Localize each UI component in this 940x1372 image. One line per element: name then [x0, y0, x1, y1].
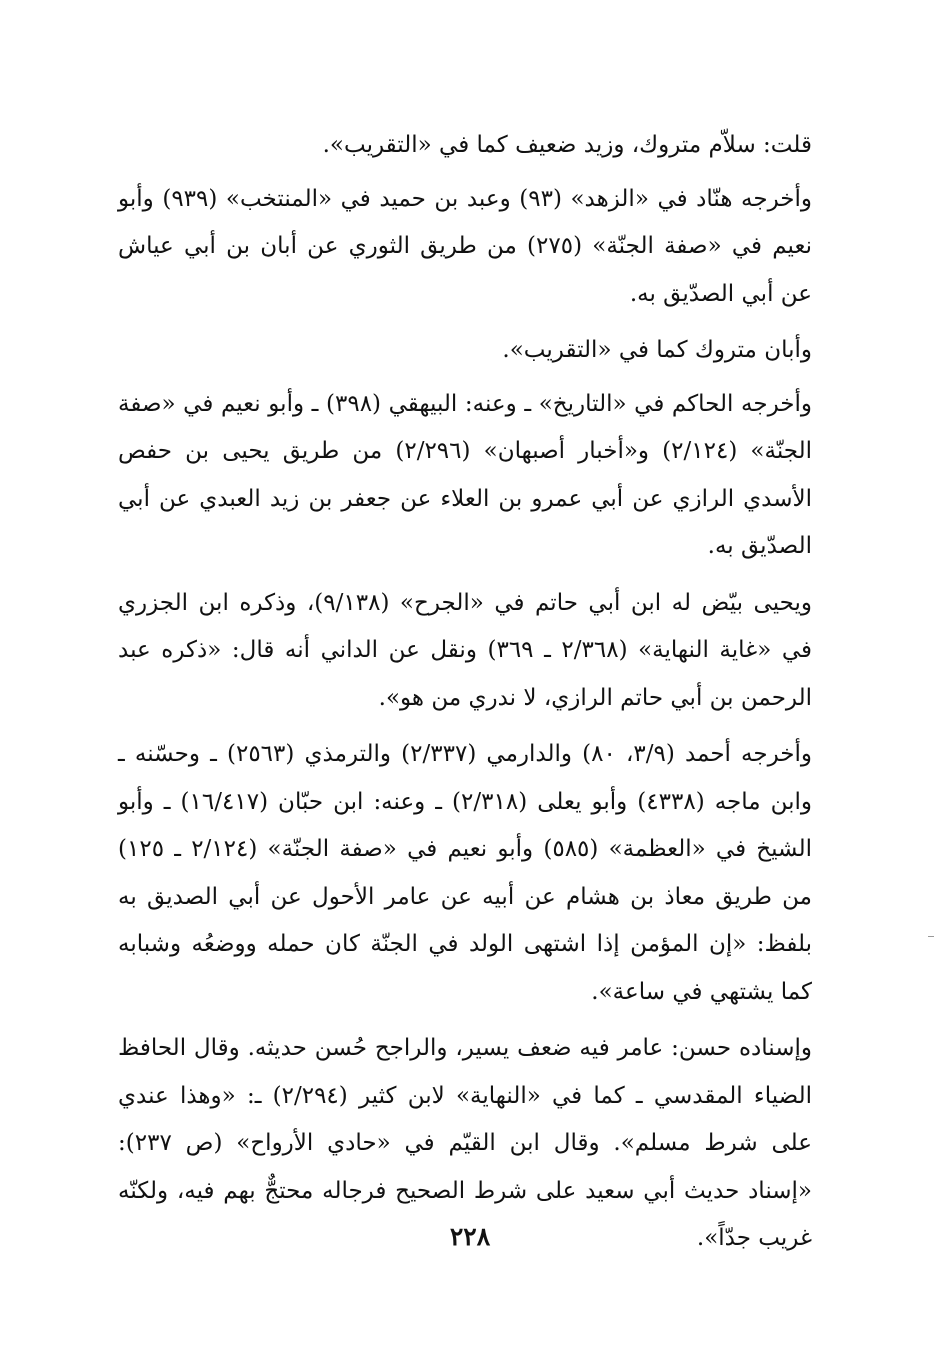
paragraph-6: وأخرجه أحمد (٣/٩، ٨٠) والدارمي (٢/٣٣٧) والترمذي (٢٥٦٣) ـ وحسّنه ـ وابن ماجه (٤٣٣٨) وأبو يعلى (٢/٣١٨) ـ وعنه: ابن حبّان (١٦/٤١٧) ـ وأبو الشيخ في «العظمة» (٥٨٥) وأبو نعيم في «صفة الجنّة» (٢/١٢٤ ـ ١٢٥) من طريق معاذ بن هشام عن أبيه عن عامر الأحول عن أبي الصديق به بلفظ: «إن المؤمن إذا اشتهى الولد في الجنّة كان حمله ووضعُه وشبابه كما يشتهي في ساعة». — [118, 741, 813, 1005]
paragraph-1: قلت: سلاّم متروك، وزيد ضعيف كما في «التقريب». — [322, 132, 812, 158]
page-number: ٢٢٨ — [449, 1222, 491, 1251]
paragraph-3: وأبان متروك كما في «التقريب». — [502, 337, 812, 363]
paragraph-2: وأخرجه هنّاد في «الزهد» (٩٣) وعبد بن حميد في «المنتخب» (٩٣٩) وأبو نعيم في «صفة الجنّة» (٢٧٥) من طريق الثوري عن أبان بن أبي عياش عن أبي الصدّيق به. — [118, 185, 812, 307]
paragraph-5: ويحيى بيّض له ابن أبي حاتم في «الجرح» (٩/١٣٨)، وذكره ابن الجزري في «غاية النهاية» (٢/٣٦٨ ـ ٣٦٩) ونقل عن الداني أنه قال: «ذكره عبد الرحمن بن أبي حاتم الرازي، لا ندري من هو». — [118, 589, 813, 711]
page-body — [118, 122, 812, 1263]
paragraph-7: وإسناده حسن: عامر فيه ضعف يسير، والراجح حُسن حديثه. وقال الحافظ الضياء المقدسي ـ كما في «النهاية» لابن كثير (٢/٢٩٤) ـ: «وهذا عندي على شرط مسلم». وقال ابن القيّم في «حادي الأرواح» (ص ٢٣٧): «إسناد حديث أبي سعيد على شرط الصحيح فرجاله محتجٌّ بهم فيه، ولكنّه غريب جدّاً». — [118, 1035, 812, 1251]
paragraph-4: وأخرجه الحاكم في «التاريخ» ـ وعنه: البيهقي (٣٩٨) ـ وأبو نعيم في «صفة الجنّة» (٢/١٢٤) و«أخبار أصبهان» (٢/٢٩٦) من طريق يحيى بن حفص الأسدي الرازي عن أبي عمرو بن العلاء عن جعفر بن زيد العبدي عن أبي الصدّيق به. — [118, 390, 813, 559]
margin-mark — [928, 936, 934, 937]
